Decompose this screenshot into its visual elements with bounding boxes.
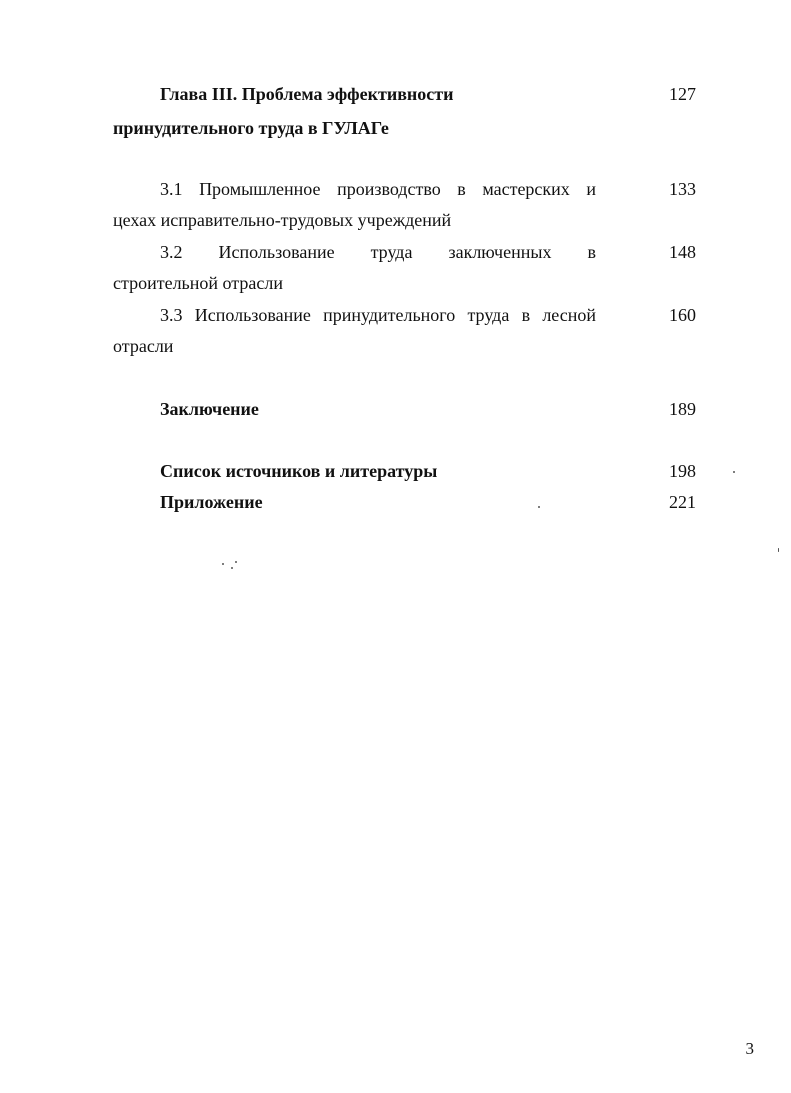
section-3-3-word: лесной [542, 305, 596, 325]
section-3-2-word: Использование [218, 242, 335, 262]
scan-speck [222, 563, 224, 565]
scan-speck [733, 471, 735, 473]
section-3-1-line2: цехах исправительно-трудовых учреждений [113, 210, 452, 230]
section-3-2-line1 [160, 241, 596, 263]
appendix-title: Приложение [160, 492, 263, 512]
section-3-3-page-number: 160 [669, 305, 696, 325]
scan-speck [231, 567, 233, 569]
section-3-2-word: заключенных [448, 242, 552, 262]
chapter-title-line1: Глава III. Проблема эффективности [160, 84, 454, 104]
scan-speck [538, 506, 540, 508]
section-3-3-word: принудительного [323, 305, 456, 325]
section-3-2-word: в [587, 242, 596, 262]
section-3-3-word: труда [467, 305, 510, 325]
section-3-2-word: 3.2 [160, 242, 183, 262]
chapter-title-line2: принудительного труда в ГУЛАГе [113, 118, 389, 138]
appendix-page-number: 221 [669, 492, 696, 512]
section-3-3-line2: отрасли [113, 336, 174, 356]
section-3-3-word: 3.3 [160, 305, 183, 325]
scan-speck [778, 548, 779, 552]
conclusion-page-number: 189 [669, 399, 696, 419]
section-3-2-line2: строительной отрасли [113, 273, 283, 293]
conclusion-title: Заключение [160, 399, 259, 419]
sources-title: Список источников и литературы [160, 461, 438, 481]
section-3-2-page-number: 148 [669, 242, 696, 262]
section-3-1-word: производство [337, 179, 441, 199]
footer-page-number: 3 [745, 1039, 754, 1058]
sources-page-number: 198 [669, 461, 696, 481]
section-3-1-word: и [586, 179, 596, 199]
section-3-1-word: мастерских [482, 179, 570, 199]
chapter-page-number: 127 [669, 84, 696, 104]
section-3-3-word: Использование [194, 305, 311, 325]
section-3-1-page-number: 133 [669, 179, 696, 199]
section-3-1-line1 [160, 178, 596, 200]
section-3-2-word: труда [370, 242, 413, 262]
section-3-1-word: в [457, 179, 466, 199]
section-3-1-word: Промышленное [199, 179, 321, 199]
scan-speck [235, 561, 237, 563]
section-3-3-line1 [160, 304, 596, 326]
section-3-3-word: в [521, 305, 531, 325]
section-3-1-word: 3.1 [160, 179, 183, 199]
